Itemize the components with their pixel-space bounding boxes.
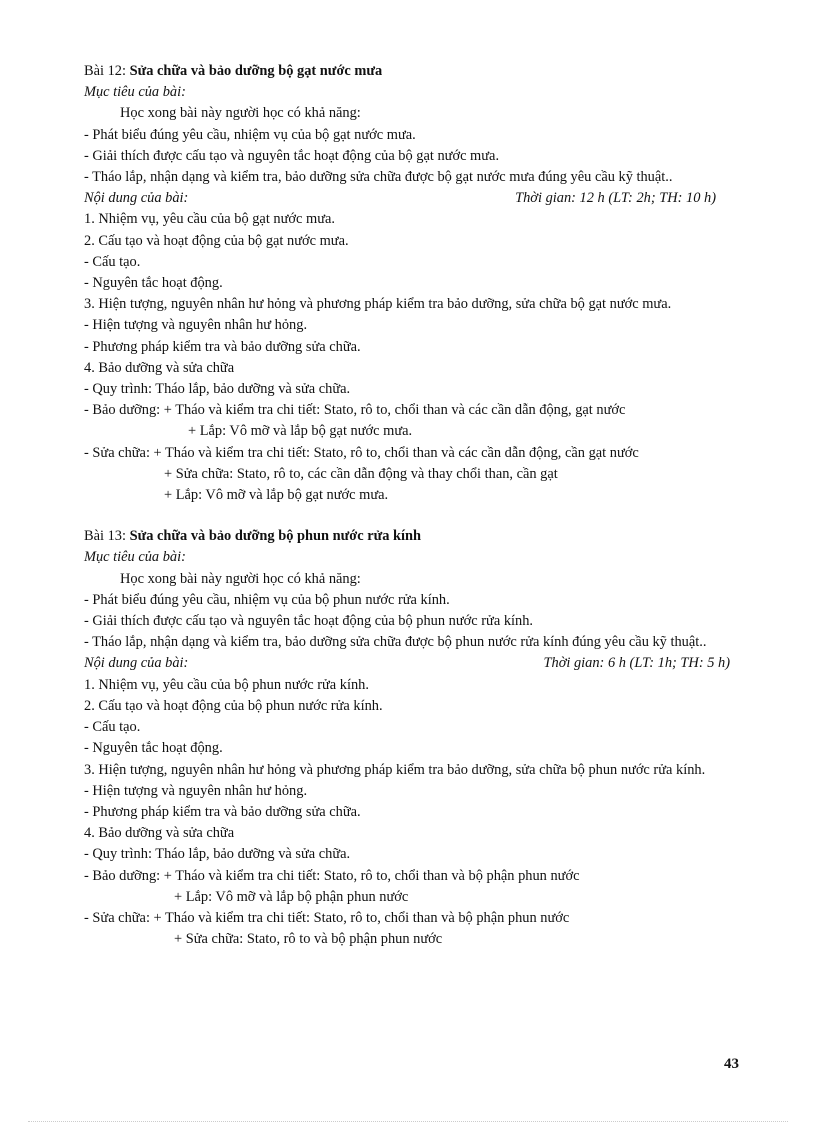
page-content xyxy=(84,61,756,950)
lesson-12-item: 2. Cấu tạo và hoạt động của bộ gạt nước mưa. xyxy=(84,232,349,249)
lesson-12-item: 1. Nhiệm vụ, yêu cầu của bộ gạt nước mưa. xyxy=(84,211,335,228)
lesson-13-item: - Sửa chữa: + Tháo và kiểm tra chi tiết: Stato, rô to, chổi than và bộ phận phun nước xyxy=(84,909,570,926)
lesson-13-title xyxy=(84,526,756,547)
lesson-12-content-heading: Nội dung của bài: xyxy=(84,190,189,207)
lesson-12-item: - Hiện tượng và nguyên nhân hư hỏng. xyxy=(84,317,308,334)
lesson-13-intro: Học xong bài này người học có khả năng: xyxy=(120,570,361,587)
lesson-12-item: - Bảo dưỡng: + Tháo và kiểm tra chi tiết: Stato, rô to, chổi than và các cần dẫn động, gạt nước xyxy=(84,402,626,419)
lesson-13-item: - Bảo dưỡng: + Tháo và kiểm tra chi tiết: Stato, rô to, chổi than và bộ phận phun nước xyxy=(84,867,580,884)
lesson-13-item: 2. Cấu tạo và hoạt động của bộ phun nước rửa kính. xyxy=(84,697,383,714)
lesson-13-item: - Nguyên tắc hoạt động. xyxy=(84,740,223,757)
lesson-13-item: - Cấu tạo. xyxy=(84,719,141,736)
lesson-12-item: - Quy trình: Tháo lắp, bảo dưỡng và sửa chữa. xyxy=(84,381,351,398)
lesson-13-title-prefix: Bài 13: xyxy=(84,528,126,545)
lesson-13-objective: - Phát biểu đúng yêu cầu, nhiệm vụ của bộ phun nước rửa kính. xyxy=(84,591,450,608)
lesson-12-item: - Nguyên tắc hoạt động. xyxy=(84,275,223,292)
lesson-13-objectives-heading: Mục tiêu của bài: xyxy=(84,549,186,566)
lesson-13-item: + Lắp: Vô mỡ và lắp bộ phận phun nước xyxy=(174,888,409,905)
lesson-13-time: Thời gian: 6 h (LT: 1h; TH: 5 h) xyxy=(543,655,730,672)
footer-divider xyxy=(28,1121,788,1122)
lesson-12-objective: - Tháo lắp, nhận dạng và kiểm tra, bảo dưỡng sửa chữa được bộ gạt nước mưa đúng yêu cầu kỹ thuật.. xyxy=(84,169,673,186)
lesson-12-item: 4. Bảo dưỡng và sửa chữa xyxy=(84,359,235,376)
lesson-13-item: - Hiện tượng và nguyên nhân hư hỏng. xyxy=(84,782,308,799)
section-spacer xyxy=(84,506,756,526)
lesson-13-section xyxy=(84,526,756,950)
lesson-12-objective: - Phát biểu đúng yêu cầu, nhiệm vụ của bộ gạt nước mưa. xyxy=(84,126,416,143)
lesson-12-objectives-heading: Mục tiêu của bài: xyxy=(84,84,186,101)
lesson-12-section xyxy=(84,61,756,506)
lesson-12-title-prefix: Bài 12: xyxy=(84,63,126,79)
lesson-12-item: + Lắp: Vô mỡ và lắp bộ gạt nước mưa. xyxy=(188,423,413,440)
lesson-13-item: - Phương pháp kiểm tra và bảo dưỡng sửa chữa. xyxy=(84,803,361,820)
lesson-12-title xyxy=(84,61,756,82)
lesson-12-item: - Cấu tạo. xyxy=(84,253,141,270)
lesson-13-objective: - Giải thích được cấu tạo và nguyên tắc hoạt động của bộ phun nước rửa kính. xyxy=(84,613,534,630)
lesson-12-objective: - Giải thích được cấu tạo và nguyên tắc hoạt động của bộ gạt nước mưa. xyxy=(84,147,500,164)
lesson-12-item: - Phương pháp kiểm tra và bảo dưỡng sửa chữa. xyxy=(84,338,361,355)
lesson-13-content-heading: Nội dung của bài: xyxy=(84,655,189,672)
lesson-13-item: 4. Bảo dưỡng và sửa chữa xyxy=(84,825,235,842)
lesson-12-title-main: Sửa chữa và bảo dưỡng bộ gạt nước mưa xyxy=(129,63,383,79)
lesson-13-item: 3. Hiện tượng, nguyên nhân hư hỏng và phương pháp kiểm tra bảo dưỡng, sửa chữa bộ phun nước rửa kính. xyxy=(84,761,706,778)
lesson-12-time: Thời gian: 12 h (LT: 2h; TH: 10 h) xyxy=(515,190,716,207)
lesson-13-item: 1. Nhiệm vụ, yêu cầu của bộ phun nước rửa kính. xyxy=(84,676,369,693)
lesson-12-item: + Sửa chữa: Stato, rô to, các cần dẫn động và thay chổi than, cần gạt xyxy=(164,465,558,482)
page-number: 43 xyxy=(724,1056,739,1072)
lesson-12-item: - Sửa chữa: + Tháo và kiểm tra chi tiết: Stato, rô to, chổi than và các cần dẫn động, cần gạt nước xyxy=(84,444,639,461)
lesson-13-objective: - Tháo lắp, nhận dạng và kiểm tra, bảo dưỡng sửa chữa được bộ phun nước rửa kính đúng yêu cầu kỹ thuật.. xyxy=(84,634,707,651)
lesson-13-title-main: Sửa chữa và bảo dưỡng bộ phun nước rửa kính xyxy=(129,528,422,545)
lesson-13-content-header xyxy=(84,653,756,674)
lesson-12-item: 3. Hiện tượng, nguyên nhân hư hỏng và phương pháp kiểm tra bảo dưỡng, sửa chữa bộ gạt nước mưa. xyxy=(84,296,672,313)
lesson-12-item: + Lắp: Vô mỡ và lắp bộ gạt nước mưa. xyxy=(164,487,389,504)
lesson-12-content-header xyxy=(84,188,756,209)
lesson-13-item: - Quy trình: Tháo lắp, bảo dưỡng và sửa chữa. xyxy=(84,846,351,863)
lesson-13-item: + Sửa chữa: Stato, rô to và bộ phận phun nước xyxy=(174,931,443,948)
lesson-12-intro: Học xong bài này người học có khả năng: xyxy=(120,105,361,122)
